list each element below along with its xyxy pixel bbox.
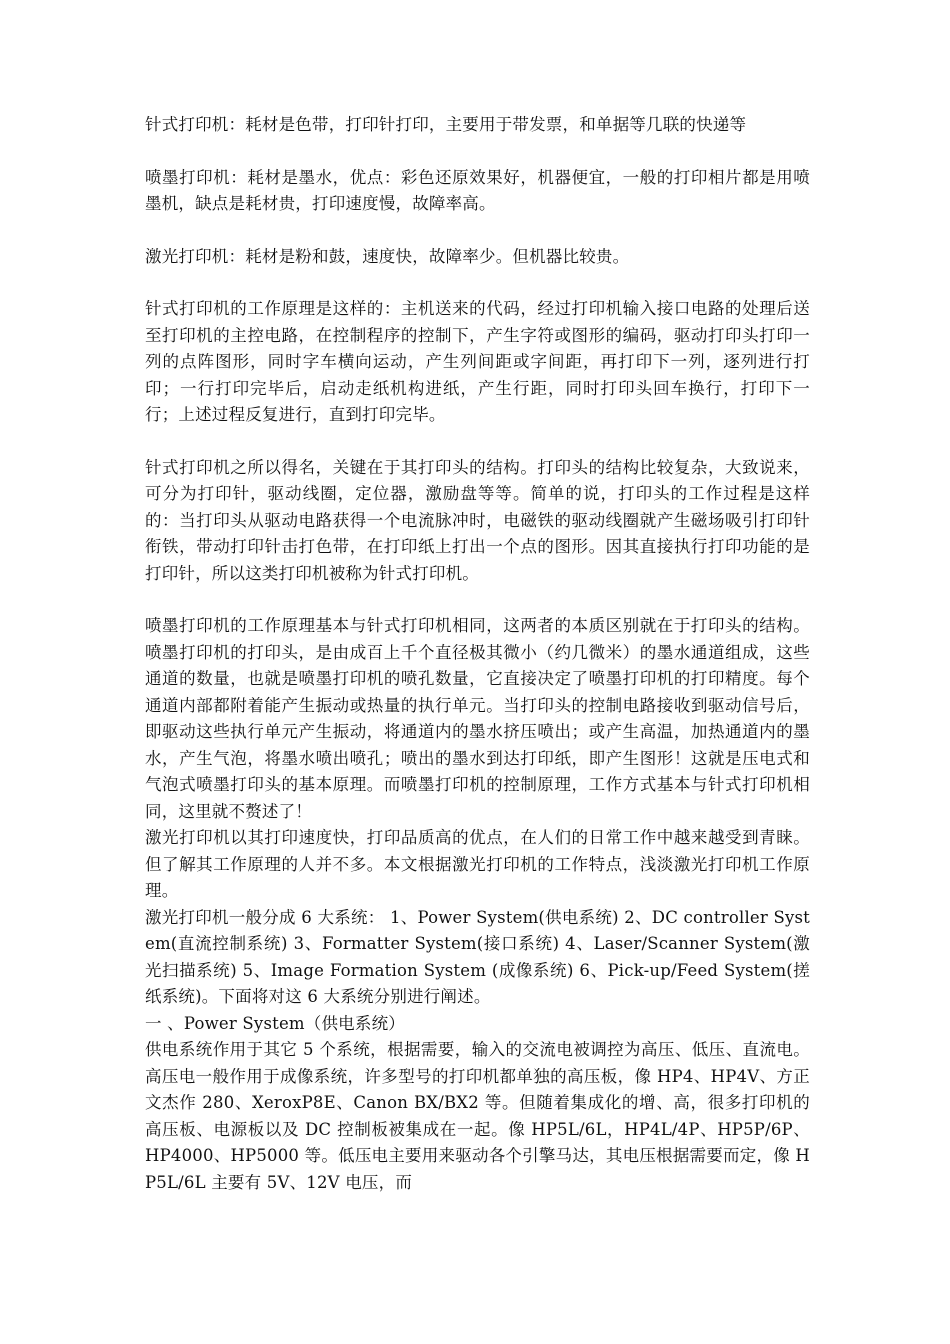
paragraph-laser-systems: 激光打印机一般分成 6 大系统： 1、Power System(供电系统) 2、DC controller System(直流控制系统) 3、Formatter System(接口系统) 4、Laser/Scanner System(激光扫描系统) 5、Image Formation System (成像系统) 6、Pick-up/Feed System(搓纸系统)。下面将对这 6 大系统分别进行阐述。 <box>145 907 810 1006</box>
paragraph-dot-matrix-printhead: 针式打印机之所以得名，关键在于其打印头的结构。打印头的结构比较复杂，大致说来，可分为打印针，驱动线圈，定位器，激励盘等等。简单的说，打印头的工作过程是这样的：当打印头从驱动电路获得一个电流脉冲时，电磁铁的驱动线圈就产生磁场吸引打印针衔铁，带动打印针击打色带，在打印纸上打出一个点的图形。因其直接执行打印功能的是打印针，所以这类打印机被称为针式打印机。 <box>145 457 810 583</box>
paragraph-dot-matrix-summary: 针式打印机：耗材是色带，打印针打印，主要用于带发票，和单据等几联的快递等 <box>145 115 747 134</box>
paragraph-power-system: 供电系统作用于其它 5 个系统，根据需要，输入的交流电被调控为高压、低压、直流电。高压电一般作用于成像系统，许多型号的打印机都单独的高压板，像 HP4、HP4V、方正文杰作 280、XeroxP8E、Canon BX/BX2 等。但随着集成化的增、高，很多打印机的高压板、电源板以及 DC 控制板被集成在一起。像 HP5L/6L，HP4L/4P、HP5P/6P、HP4000、HP5000 等。低压电主要用来驱动各个引擎马达，其电压根据需要而定，像 HP5L/6L 主要有 5V、12V 电压，而 <box>145 1040 810 1192</box>
paragraph-inkjet-principle: 喷墨打印机的工作原理基本与针式打印机相同，这两者的本质区别就在于打印头的结构。喷墨打印机的打印头，是由成百上千个直径极其微小（约几微米）的墨水通道组成，这些通道的数量，也就是喷墨打印机的喷孔数量，它直接决定了喷墨打印机的打印精度。每个通道内部都附着能产生振动或热量的执行单元。当打印头的控制电路接收到驱动信号后，即驱动这些执行单元产生振动，将通道内的墨水挤压喷出；或产生高温，加热通道内的墨水，产生气泡，将墨水喷出喷孔；喷出的墨水到达打印纸，即产生图形！这就是压电式和气泡式喷墨打印头的基本原理。而喷墨打印机的控制原理，工作方式基本与针式打印机相同，这里就不赘述了！ <box>145 616 810 821</box>
paragraph-laser-summary: 激光打印机：耗材是粉和鼓，速度快，故障率少。但机器比较贵。 <box>145 246 630 266</box>
document-body <box>145 112 810 1196</box>
paragraph-dot-matrix-principle: 针式打印机的工作原理是这样的：主机送来的代码，经过打印机输入接口电路的处理后送至打印机的主控电路，在控制程序的控制下，产生字符或图形的编码，驱动打印头打印一列的点阵图形，同时字车横向运动，产生列间距或字间距，再打印下一列，逐列进行打印；一行打印完毕后，启动走纸机构进纸，产生行距，同时打印头回车换行，打印下一行；上述过程反复进行，直到打印完毕。 <box>145 299 810 424</box>
section-heading-power-system: 一 、Power System（供电系统） <box>145 1013 405 1033</box>
paragraph-laser-intro: 激光打印机以其打印速度快，打印品质高的优点，在人们的日常工作中越来越受到青睐。但了解其工作原理的人并不多。本文根据激光打印机的工作特点，浅淡激光打印机工作原理。 <box>145 828 810 900</box>
paragraph-inkjet-summary: 喷墨打印机：耗材是墨水，优点：彩色还原效果好，机器便宜，一般的打印相片都是用喷墨机，缺点是耗材贵，打印速度慢，故障率高。 <box>145 167 810 213</box>
